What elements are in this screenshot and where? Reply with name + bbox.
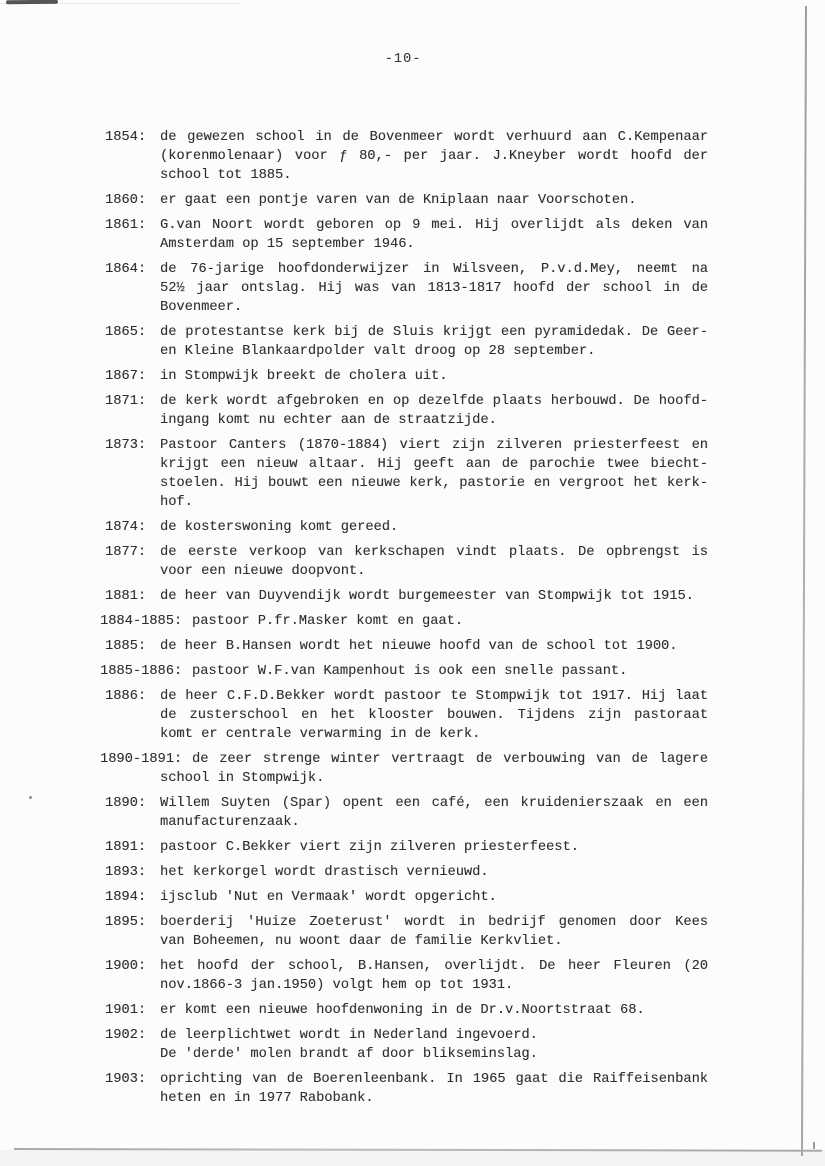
entry-line: pastoor W.F.van Kampenhout is ook een snelle passant. [192,664,628,679]
timeline-entry [105,436,708,512]
entry-line: hof. [160,495,193,510]
timeline-entry [105,838,708,857]
entry-line: de gewezen school in de Bovenmeer wordt verhuurd aan C.Kempenaar [160,130,708,145]
entry-line: de leerplichtwet wordt in Nederland ingevoerd. [160,1028,538,1043]
entry-line: Pastoor Canters (1870-1884) viert zijn zilveren priesterfeest en [160,438,708,453]
timeline-entry [105,1001,708,1020]
entry-year: 1893: [105,865,147,880]
entry-year: 1881: [105,589,147,604]
entry-year: 1903: [105,1072,147,1087]
timeline-entry [105,518,708,537]
timeline-entry [105,863,708,882]
entry-line: pastoor C.Bekker viert zijn zilveren priesterfeest. [160,840,579,855]
entry-line: in Stompwijk breekt de cholera uit. [160,369,448,384]
scan-artifact-speck [29,796,32,799]
timeline-entry [105,957,708,995]
entry-year: 1890-1891: [100,752,183,767]
entry-line: G.van Noort wordt geboren op 9 mei. Hij overlijdt als deken van [160,218,708,233]
entry-year: 1890: [105,796,147,811]
timeline-entry [100,750,708,788]
scan-artifact-right-edge [801,6,807,1156]
entry-year: 1885: [105,639,147,654]
entry-line: krijgt een nieuw altaar. Hij geeft aan de parochie twee biecht- [160,457,708,472]
entry-line: school tot 1885. [160,168,292,183]
timeline-entry [105,323,708,361]
timeline-entry [105,637,708,656]
timeline-entry [105,216,708,254]
entry-line: ijsclub 'Nut en Vermaak' wordt opgericht. [160,890,497,905]
entry-year: 1894: [105,890,147,905]
entry-line: De 'derde' molen brandt af door blikseminslag. [160,1047,538,1062]
entry-line: de heer C.F.D.Bekker wordt pastoor te Stompwijk tot 1917. Hij laat [160,689,708,704]
entry-line: voor een nieuwe doopvont. [160,564,366,579]
entry-year: 1884-1885: [100,614,183,629]
entry-line: komt er centrale verwarming in de kerk. [160,727,481,742]
entry-line: manufacturenzaak. [160,815,300,830]
entry-line: Bovenmeer. [160,300,243,315]
entry-line: het kerkorgel wordt drastisch vernieuwd. [160,865,489,880]
entry-year: 1885-1886: [100,664,183,679]
timeline-entry [105,128,708,185]
timeline-entry [105,913,708,951]
entry-year: 1867: [105,369,147,384]
entry-line: het hoofd der school, B.Hansen, overlijdt. De heer Fleuren (20 [160,959,708,974]
entry-year: 1865: [105,325,147,340]
scan-artifact-bottom-right-tick [813,1142,815,1149]
entry-line: Willem Suyten (Spar) opent een café, een kruidenierszaak en een [160,796,708,811]
entry-line: en Kleine Blankaardpolder valt droog op 28 september. [160,344,596,359]
entry-year: 1891: [105,840,147,855]
entry-line: pastoor P.fr.Masker komt en gaat. [192,614,464,629]
entry-line: Amsterdam op 15 september 1946. [160,237,415,252]
entry-year: 1860: [105,193,147,208]
entry-year: 1900: [105,959,147,974]
entry-line: oprichting van de Boerenleenbank. In 1965 gaat die Raiffeisenbank [160,1072,708,1087]
entry-year: 1871: [105,394,147,409]
entry-line: de zusterschool en het klooster bouwen. Tijdens zijn pastoraat [160,708,708,723]
entry-line: 52½ jaar ontslag. Hij was van 1813-1817 hoofd der school in de [160,281,708,296]
entry-line: de kerk wordt afgebroken en op dezelfde plaats herbouwd. De hoofd- [160,394,708,409]
entry-line: er gaat een pontje varen van de Kniplaan naar Voorschoten. [160,193,637,208]
timeline [100,128,708,1114]
timeline-entry [105,794,708,832]
timeline-entry [100,612,708,631]
entry-line: nov.1866-3 jan.1950) volgt hem op tot 1931. [160,978,514,993]
entry-year: 1854: [105,130,147,145]
entry-year: 1901: [105,1003,147,1018]
entry-line: er komt een nieuwe hoofdenwoning in de Dr.v.Noortstraat 68. [160,1003,645,1018]
timeline-entry [105,191,708,210]
timeline-entry [105,543,708,581]
entry-line: heten en in 1977 Rabobank. [160,1091,374,1106]
entry-year: 1861: [105,218,147,233]
entry-year: 1886: [105,689,147,704]
entry-line: school in Stompwijk. [160,771,325,786]
entry-line: de 76-jarige hoofdonderwijzer in Wilsveen, P.v.d.Mey, neemt na [160,262,708,277]
scan-artifact-top-edge [0,3,240,4]
entry-line: de heer van Duyvendijk wordt burgemeester van Stompwijk tot 1915. [160,589,694,604]
entry-year: 1895: [105,915,147,930]
entry-line: de kosterswoning komt gereed. [160,520,399,535]
page-number: -10- [384,52,422,67]
entry-year: 1902: [105,1028,147,1043]
timeline-entry [100,662,708,681]
entry-line: (korenmolenaar) voor ƒ 80,- per jaar. J.Kneyber wordt hoofd der [160,149,708,164]
timeline-entry [105,367,708,386]
timeline-entry [105,587,708,606]
entry-line: de eerste verkoop van kerkschapen vindt plaats. De opbrengst is [160,545,708,560]
entry-year: 1874: [105,520,147,535]
timeline-entry [105,392,708,430]
entry-line: boerderij 'Huize Zoeterust' wordt in bedrijf genomen door Kees [160,915,708,930]
entry-line: de heer B.Hansen wordt het nieuwe hoofd van de school tot 1900. [160,639,678,654]
scan-artifact-bottom-band [0,1150,825,1166]
entry-line: de zeer strenge winter vertraagt de verbouwing van de lagere [192,752,708,767]
entry-line: van Boheemen, nu woont daar de familie Kerkvliet. [160,934,563,949]
timeline-entry [105,1070,708,1108]
timeline-entry [105,687,708,744]
timeline-entry [105,888,708,907]
timeline-entry [105,1026,708,1064]
entry-line: stoelen. Hij bouwt een nieuwe kerk, pastorie en vergroot het kerk- [160,476,708,491]
entry-year: 1864: [105,262,147,277]
entry-year: 1873: [105,438,147,453]
timeline-entry [105,260,708,317]
entry-year: 1877: [105,545,147,560]
entry-line: de protestantse kerk bij de Sluis krijgt een pyramidedak. De Geer- [160,325,708,340]
entry-line: ingang komt nu echter aan de straatzijde. [160,413,497,428]
